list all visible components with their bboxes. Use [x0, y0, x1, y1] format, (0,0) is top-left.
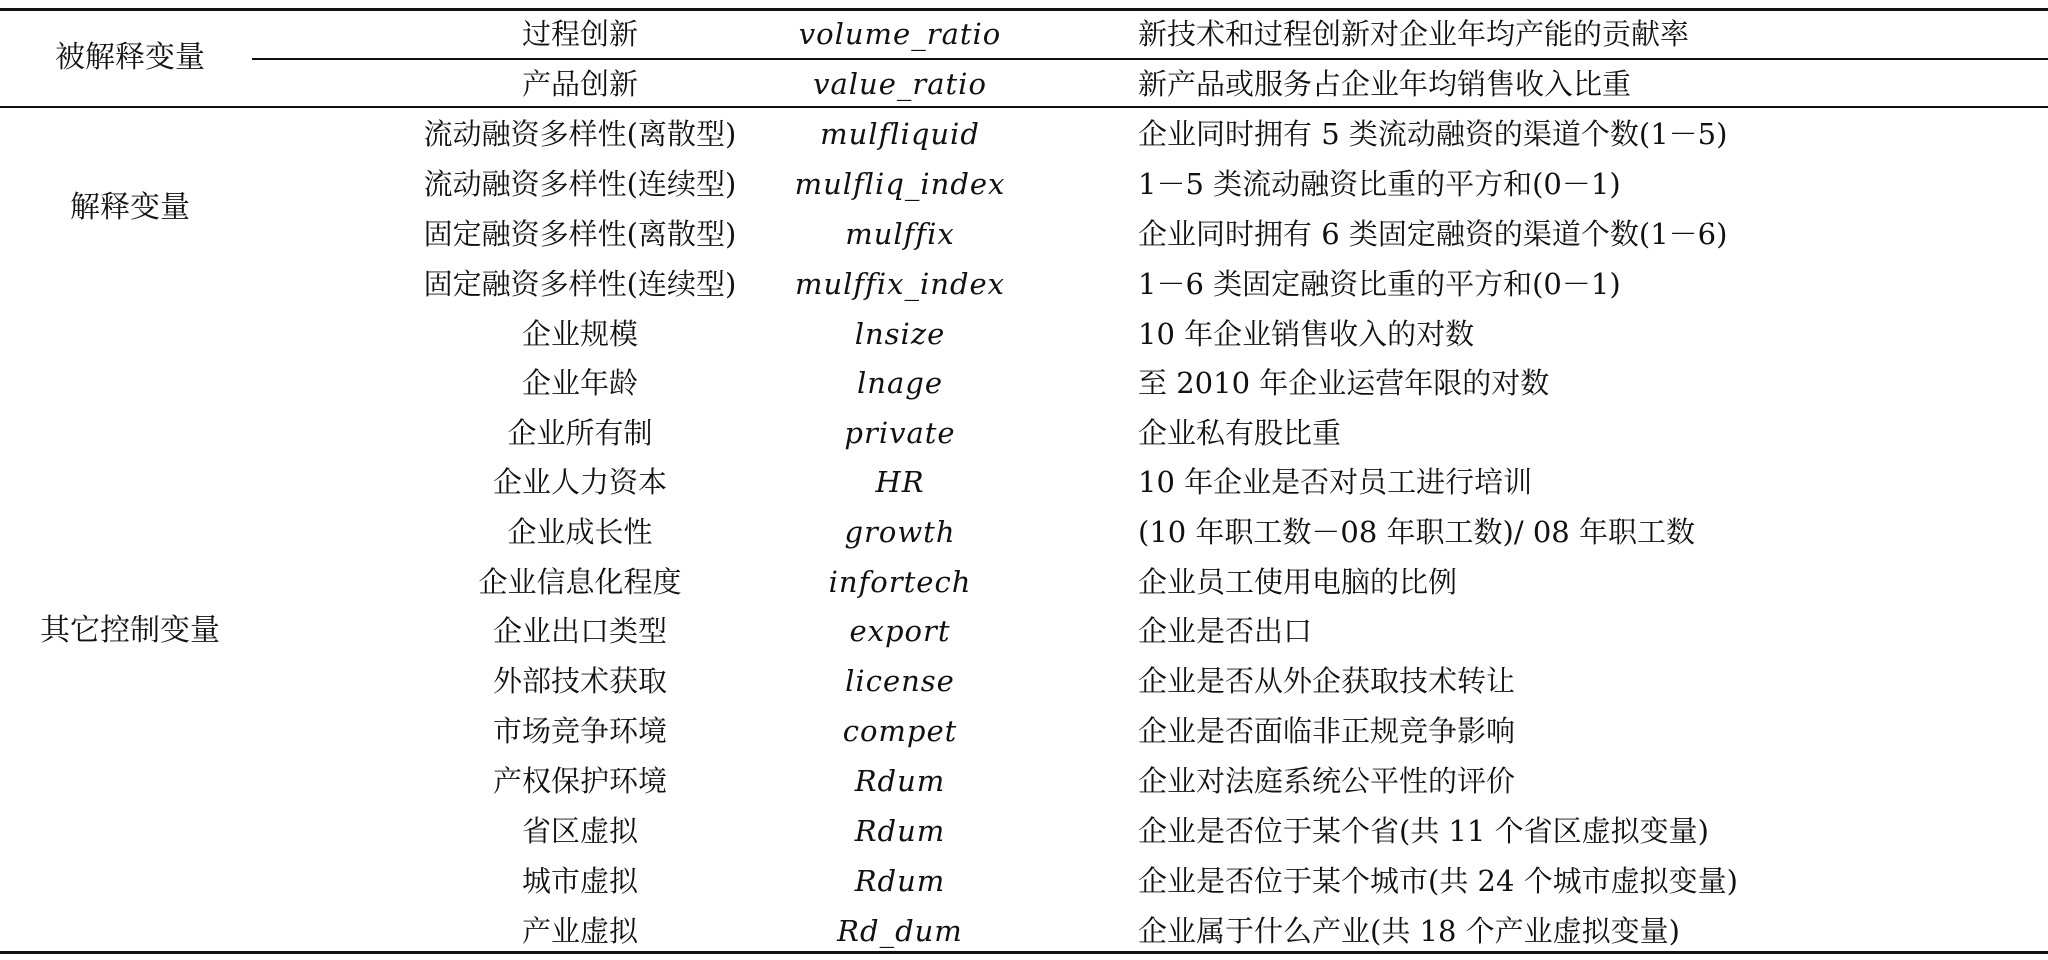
variable-symbol-cell: infortech	[828, 565, 972, 599]
variable-description-cell: 企业同时拥有 6 类固定融资的渠道个数(1－6)	[1138, 217, 1728, 251]
variable-name-cell: 产业虚拟	[521, 914, 638, 948]
variable-name-cell: 流动融资多样性(连续型)	[423, 167, 737, 201]
variable-symbol-cell: Rdum	[854, 764, 946, 798]
variable-description-cell: 企业属于什么产业(共 18 个产业虚拟变量)	[1138, 914, 1680, 948]
group-label-explanatory: 解释变量	[70, 190, 190, 225]
variable-symbol-cell: mulfliq_index	[794, 167, 1006, 201]
variable-name-cell: 企业信息化程度	[478, 565, 682, 599]
variable-description-cell: 企业私有股比重	[1138, 416, 1342, 450]
variable-symbol-cell: mulfliquid	[820, 117, 980, 151]
variable-description-cell: 1－6 类固定融资比重的平方和(0－1)	[1138, 267, 1621, 301]
variable-name-cell: 外部技术获取	[492, 664, 667, 698]
variable-name-cell: 省区虚拟	[521, 814, 638, 848]
variable-name-cell: 产品创新	[521, 67, 638, 101]
variable-name-cell: 市场竞争环境	[492, 714, 667, 748]
variable-description-cell: (10 年职工数－08 年职工数)/ 08 年职工数	[1138, 515, 1695, 549]
variable-name-cell: 企业规模	[521, 317, 638, 351]
variable-description-cell: 10 年企业销售收入的对数	[1138, 317, 1475, 351]
variable-symbol-cell: mulffix_index	[794, 267, 1006, 301]
variable-symbol-cell: private	[844, 416, 956, 450]
variable-symbol-cell: license	[845, 664, 955, 698]
variable-name-cell: 企业成长性	[507, 515, 653, 549]
variable-name-cell: 固定融资多样性(离散型)	[423, 217, 737, 251]
variable-description-cell: 企业是否位于某个城市(共 24 个城市虚拟变量)	[1138, 864, 1738, 898]
variable-symbol-cell: value_ratio	[813, 67, 987, 101]
variable-name-cell: 产权保护环境	[492, 764, 667, 798]
variable-name-cell: 企业年龄	[521, 366, 638, 400]
variable-description-cell: 1－5 类流动融资比重的平方和(0－1)	[1138, 167, 1621, 201]
variable-symbol-cell: export	[849, 614, 951, 648]
variable-symbol-cell: mulffix	[845, 217, 955, 251]
variable-name-cell: 企业人力资本	[492, 465, 667, 499]
variable-name-cell: 过程创新	[521, 17, 638, 51]
variable-name-cell: 城市虚拟	[521, 864, 638, 898]
variable-description-cell: 新技术和过程创新对企业年均产能的贡献率	[1138, 17, 1690, 51]
variable-description-cell: 企业是否面临非正规竞争影响	[1138, 714, 1516, 748]
variable-symbol-cell: compet	[842, 714, 958, 748]
variable-symbol-cell: growth	[844, 515, 956, 549]
variable-name-cell: 流动融资多样性(离散型)	[423, 117, 737, 151]
variable-description-cell: 10 年企业是否对员工进行培训	[1138, 465, 1533, 499]
variable-name-cell: 固定融资多样性(连续型)	[423, 267, 737, 301]
group-label-dependent: 被解释变量	[55, 40, 205, 75]
group-label-controls: 其它控制变量	[40, 613, 220, 648]
variable-name-cell: 企业出口类型	[492, 614, 667, 648]
variable-description-cell: 企业是否出口	[1138, 614, 1313, 648]
variable-name-cell: 企业所有制	[507, 416, 653, 450]
variable-symbol-cell: volume_ratio	[798, 17, 1002, 51]
variable-description-cell: 企业是否位于某个省(共 11 个省区虚拟变量)	[1138, 814, 1709, 848]
variable-symbol-cell: Rd_dum	[837, 914, 963, 948]
variable-description-cell: 企业员工使用电脑的比例	[1138, 565, 1458, 599]
variable-description-cell: 至 2010 年企业运营年限的对数	[1138, 366, 1550, 400]
variable-symbol-cell: Rdum	[854, 814, 946, 848]
variable-description-cell: 新产品或服务占企业年均销售收入比重	[1138, 67, 1632, 101]
variable-symbol-cell: Rdum	[854, 864, 946, 898]
variable-description-cell: 企业是否从外企获取技术转让	[1138, 664, 1516, 698]
variable-description-cell: 企业对法庭系统公平性的评价	[1138, 764, 1516, 798]
variable-description-cell: 企业同时拥有 5 类流动融资的渠道个数(1－5)	[1138, 117, 1728, 151]
variable-symbol-cell: lnage	[857, 366, 943, 400]
variable-symbol-cell: HR	[875, 465, 925, 499]
variable-symbol-cell: lnsize	[854, 317, 946, 351]
